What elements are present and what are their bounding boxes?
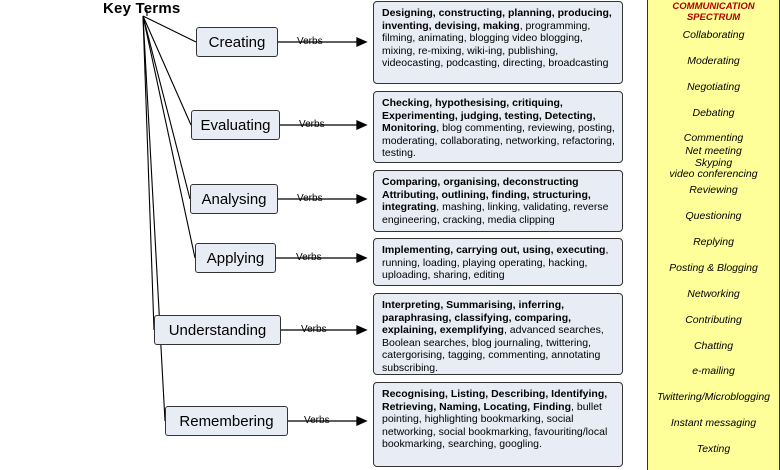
panel-item: Chatting (693, 339, 734, 352)
level-label: Understanding (168, 321, 267, 339)
page-title: Key Terms (103, 0, 181, 17)
desc-box-creating (373, 1, 623, 84)
desc-box-evaluating (373, 91, 623, 163)
verbs-label-remembering: Verbs (304, 415, 330, 426)
level-box-analysing[interactable] (190, 184, 278, 214)
level-label: Analysing (201, 190, 267, 208)
desc-text: Designing, constructing, planning, producing, inventing, devising, making, programming, filming, animating, blogging video blogging, mixing, re-mixing, wiki-ing, publishing, videocasting, podcasting, directing, broadcasting (382, 7, 612, 70)
level-label: Creating (208, 33, 266, 51)
desc-box-understanding (373, 293, 623, 375)
verbs-label-understanding: Verbs (301, 324, 327, 335)
verbs-label-evaluating: Verbs (299, 119, 325, 130)
desc-box-applying (373, 238, 623, 286)
desc-text: Recognising, Listing, Describing, Identifying, Retrieving, Naming, Locating, Finding, bullet pointing, highlighting bookmarking, social networking, social bookmarking, favouriting/local bookmarking, searching, googling. (382, 388, 608, 451)
verbs-label-creating: Verbs (297, 36, 323, 47)
panel-item: Debating (692, 106, 735, 119)
level-box-understanding[interactable] (154, 315, 281, 345)
panel-title: COMMUNICATION SPECTRUM (672, 1, 755, 23)
panel-item: Posting & Blogging (669, 261, 758, 274)
panel-item: Moderating (687, 54, 740, 67)
panel-item: Instant messaging (670, 417, 757, 430)
panel-item: Twittering/Microblogging (656, 391, 771, 404)
panel-item: e-mailing (692, 365, 735, 378)
level-label: Evaluating (200, 116, 271, 134)
level-box-remembering[interactable] (165, 406, 288, 436)
desc-box-analysing (373, 170, 623, 232)
panel-item: Negotiating (686, 80, 741, 93)
panel-item: Texting (696, 443, 731, 456)
desc-text: Implementing, carrying out, using, executing, running, loading, playing operating, hacking, uploading, sharing, editing (382, 244, 609, 282)
level-box-evaluating[interactable] (191, 110, 280, 140)
level-label: Applying (206, 249, 265, 267)
level-box-applying[interactable] (195, 243, 276, 273)
panel-item: Questioning (685, 210, 742, 223)
panel-item: Contributing (685, 313, 742, 326)
verbs-label-applying: Verbs (296, 252, 322, 263)
desc-text: Checking, hypothesising, critiquing, Experimenting, judging, testing, Detecting, Monitoring, blog commenting, reviewing, posting, moderating, collaborating, networking, refactoring, testing. (382, 97, 615, 160)
panel-item: Collaborating (682, 28, 745, 41)
desc-text: Comparing, organising, deconstructing Attributing, outlining, finding, structuring, integrating, mashing, linking, validating, reverse engineering, cracking, media clipping (382, 176, 609, 226)
level-box-creating[interactable] (196, 27, 278, 57)
desc-text: Interpreting, Summarising, inferring, paraphrasing, classifying, comparing, explaining, exemplifying, advanced searches, Boolean searches, blog journaling, twittering, catergorising, tagging, commenting, annotating subscribing. (382, 299, 604, 374)
panel-item: Net meeting Skyping video conferencing (669, 145, 758, 181)
desc-box-remembering (373, 382, 623, 467)
panel-item: Replying (693, 236, 734, 248)
panel-item: Commenting (683, 132, 744, 145)
panel-item: Reviewing (689, 184, 738, 197)
level-label: Remembering (179, 412, 274, 430)
panel-item: Networking (687, 287, 740, 300)
communication-spectrum-panel (647, 0, 780, 470)
verbs-label-analysing: Verbs (297, 193, 323, 204)
